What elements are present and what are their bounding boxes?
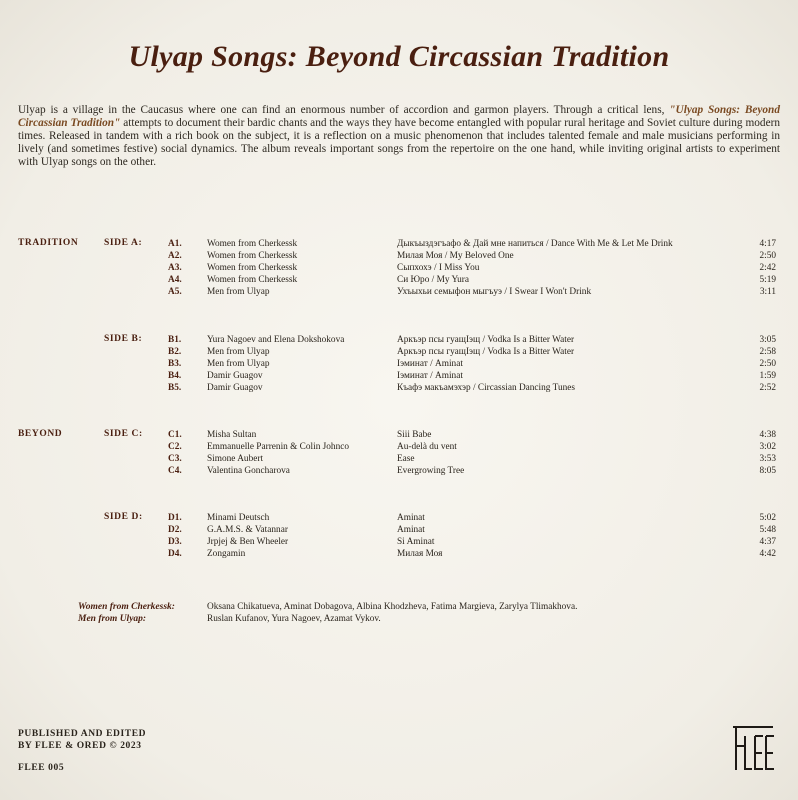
- track-row: [0, 274, 798, 286]
- track-duration: 4:42: [759, 549, 776, 559]
- intro-text-2: attempts to document their bardic chants and the ways they have become entangled with popular rural heritage and Soviet culture during modern times. Released in tandem with a rich book on the subject, it is a reflection on a music phenomenon that includes talented female and male musicians performing in lively (and sometimes festive) social dynamics. The album reveals important songs from the repertoire on the one hand, while inviting original artists to experiment with Ulyap songs on the other.: [18, 117, 780, 168]
- track-number: B3.: [168, 359, 182, 369]
- track-row: [0, 250, 798, 262]
- track-title: Сыпхохэ / I Miss You: [397, 263, 480, 273]
- track-duration: 5:02: [759, 513, 776, 523]
- track-artist: Jrpjej & Ben Wheeler: [207, 537, 289, 547]
- track-row: [0, 286, 798, 298]
- track-number: A3.: [168, 263, 182, 273]
- track-artist: Emmanuelle Parrenin & Colin Johnco: [207, 442, 350, 452]
- track-artist: Minami Deutsch: [207, 513, 270, 523]
- track-row: [0, 524, 798, 536]
- track-number: D1.: [168, 513, 182, 523]
- credit-names: Oksana Chikatueva, Aminat Dobagova, Albina Khodzheva, Fatima Margieva, Zarylya Tlimakhova.: [207, 602, 578, 612]
- track-number: A5.: [168, 287, 182, 297]
- track-row: [0, 382, 798, 394]
- publisher-line: PUBLISHED AND EDITED: [18, 729, 147, 739]
- track-number: C4.: [168, 466, 182, 476]
- credit-names: Ruslan Kufanov, Yura Nagoev, Azamat Vykov.: [207, 614, 381, 624]
- track-title: Аркъэр псы гуащIэщ / Vodka Is a Bitter Water: [397, 335, 575, 345]
- track-number: B4.: [168, 371, 182, 381]
- credit-label: Men from Ulyap:: [78, 614, 147, 624]
- page-title: Ulyap Songs: Beyond Circassian Tradition: [128, 40, 670, 73]
- track-duration: 2:50: [759, 359, 776, 369]
- track-row: [0, 441, 798, 453]
- track-title: Iэминат / Aminat: [397, 359, 463, 369]
- flee-logo-icon: [730, 724, 776, 772]
- track-row: [0, 536, 798, 548]
- credits-labels: [78, 601, 175, 625]
- track-number: A2.: [168, 251, 182, 261]
- track-duration: 5:48: [759, 525, 776, 535]
- track-title: Ease: [397, 454, 415, 464]
- track-duration: 2:52: [759, 383, 776, 393]
- side-label-c: SIDE C:: [104, 429, 143, 439]
- track-number: C3.: [168, 454, 182, 464]
- track-artist: Men from Ulyap: [207, 287, 270, 297]
- track-artist: G.A.M.S. & Vatannar: [207, 525, 288, 535]
- track-artist: Men from Ulyap: [207, 359, 270, 369]
- track-artist: Women from Cherkessk: [207, 275, 298, 285]
- catalog-number: FLEE 005: [18, 763, 65, 773]
- track-artist: Men from Ulyap: [207, 347, 270, 357]
- track-title: Милая Моя / My Beloved One: [397, 251, 514, 261]
- track-artist: Yura Nagoev and Elena Dokshokova: [207, 335, 345, 345]
- track-title: Au-delà du vent: [397, 442, 457, 452]
- track-number: B1.: [168, 335, 182, 345]
- track-artist: Misha Sultan: [207, 430, 257, 440]
- track-number: A1.: [168, 239, 182, 249]
- track-title: Милая Моя: [397, 549, 443, 559]
- track-title: Си Юро / My Yura: [397, 275, 470, 285]
- track-title: Iэминат / Aminat: [397, 371, 463, 381]
- credits-names: [207, 601, 577, 625]
- credit-label: Women from Cherkessk:: [78, 602, 175, 612]
- track-row: [0, 238, 798, 250]
- track-duration: 4:38: [759, 430, 776, 440]
- track-number: D4.: [168, 549, 182, 559]
- track-artist: Damir Guagov: [207, 383, 263, 393]
- track-duration: 4:37: [759, 537, 776, 547]
- track-title: Дыкъыздэгъафо & Дай мне напиться / Dance With Me & Let Me Drink: [397, 239, 673, 249]
- track-duration: 2:42: [759, 263, 776, 273]
- track-artist: Simone Aubert: [207, 454, 264, 464]
- track-title: Si Aminat: [397, 537, 435, 547]
- track-title: Siii Babe: [397, 430, 432, 440]
- track-row: [0, 429, 798, 441]
- intro-text-1: Ulyap is a village in the Caucasus where one can find an enormous number of accordion and garmon players. Through a critical lens,: [18, 104, 665, 116]
- side-label-a: SIDE A:: [104, 238, 143, 248]
- track-duration: 3:11: [759, 287, 776, 297]
- publisher-block: [18, 728, 146, 752]
- track-artist: Women from Cherkessk: [207, 263, 298, 273]
- track-title: Evergrowing Tree: [397, 466, 465, 476]
- intro-paragraph: [18, 104, 780, 169]
- track-row: [0, 465, 798, 477]
- track-artist: Damir Guagov: [207, 371, 263, 381]
- track-duration: 3:05: [759, 335, 776, 345]
- track-title: Къафэ макъамэхэр / Circassian Dancing Tunes: [397, 383, 575, 393]
- track-number: C1.: [168, 430, 182, 440]
- track-row: [0, 453, 798, 465]
- track-artist: Women from Cherkessk: [207, 251, 298, 261]
- track-number: A4.: [168, 275, 182, 285]
- track-artist: Women from Cherkessk: [207, 239, 298, 249]
- publisher-line: BY FLEE & ORED © 2023: [18, 741, 142, 751]
- track-artist: Valentina Goncharova: [207, 466, 290, 476]
- track-number: D3.: [168, 537, 182, 547]
- track-number: B2.: [168, 347, 182, 357]
- side-label-b: SIDE B:: [104, 334, 143, 344]
- track-duration: 5:19: [759, 275, 776, 285]
- track-row: [0, 358, 798, 370]
- track-duration: 1:59: [759, 371, 776, 381]
- track-row: [0, 548, 798, 560]
- track-duration: 4:17: [759, 239, 776, 249]
- track-title: Aminat: [397, 525, 425, 535]
- track-title: Ухъыхьи семыфон мыгъуэ / I Swear I Won't Drink: [397, 287, 592, 297]
- section-label-tradition: TRADITION: [18, 238, 79, 248]
- section-label-beyond: BEYOND: [18, 429, 63, 439]
- side-label-d: SIDE D:: [104, 512, 143, 522]
- track-number: C2.: [168, 442, 182, 452]
- track-duration: 8:05: [759, 466, 776, 476]
- track-title: Аркъэр псы гуащIэщ / Vodka Is a Bitter Water: [397, 347, 575, 357]
- track-number: B5.: [168, 383, 182, 393]
- track-row: [0, 346, 798, 358]
- track-duration: 3:02: [759, 442, 776, 452]
- track-row: [0, 262, 798, 274]
- track-duration: 2:50: [759, 251, 776, 261]
- track-row: [0, 334, 798, 346]
- track-artist: Zongamin: [207, 549, 246, 559]
- track-duration: 3:53: [759, 454, 776, 464]
- track-row: [0, 512, 798, 524]
- intro-highlight: "Ulyap Songs: Beyond Circassian Tradition": [18, 104, 780, 129]
- track-duration: 2:58: [759, 347, 776, 357]
- track-number: D2.: [168, 525, 182, 535]
- track-row: [0, 370, 798, 382]
- track-title: Aminat: [397, 513, 425, 523]
